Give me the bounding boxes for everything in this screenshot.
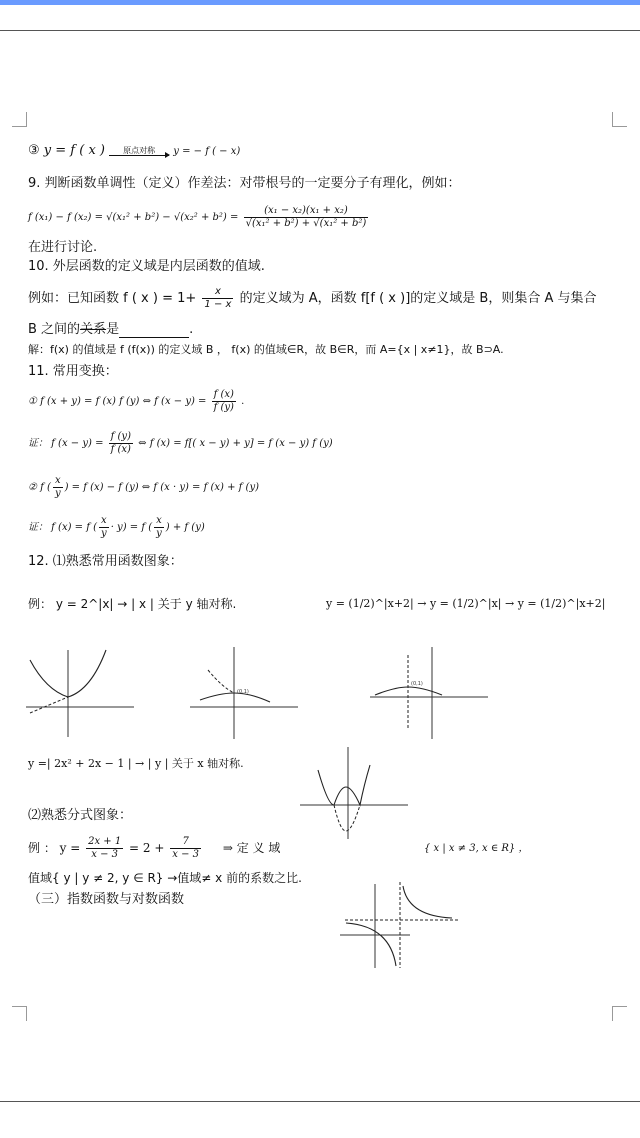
eq1-fraction	[212, 389, 236, 414]
circled-number: ③	[28, 143, 40, 158]
question-end: .	[189, 322, 194, 337]
graph1-dashed-branch	[30, 697, 68, 713]
item12-title: 12. ⑴熟悉常用函数图象：	[28, 554, 183, 569]
question-struck-word: 关系	[80, 322, 107, 337]
corner-mark-top-right	[612, 112, 627, 127]
item10-example	[28, 282, 596, 316]
graph2-point-label: (0,1)	[237, 689, 249, 695]
item9-formula	[28, 198, 370, 238]
formula-numerator: (x₁ − x₂)(x₁ + x₂)	[244, 205, 369, 218]
proof2-fraction-1	[99, 515, 109, 540]
corner-mark-bottom-right	[612, 1006, 627, 1021]
question-text-a: B 之间的	[28, 322, 81, 337]
eq1-numerator: f (x)	[212, 389, 236, 402]
ex3-denominator-1: x − 3	[91, 849, 119, 860]
top-accent-bar	[0, 0, 640, 5]
formula-denominator: √(x₁² + b²) + √(x₁² + b²)	[245, 218, 367, 229]
graph-abs-quadratic	[300, 745, 410, 840]
corner-mark-top-left	[12, 112, 27, 127]
proof1-text-a: 证： f (x − y) =	[28, 438, 104, 449]
item11-proof2	[28, 510, 205, 546]
graph2-curve	[200, 693, 270, 702]
ex3-fraction-1	[86, 836, 123, 861]
graph5-right-branch	[403, 886, 452, 918]
symmetry-origin-line	[28, 143, 240, 160]
graph4-curve	[318, 765, 370, 805]
ex3-numerator-2: 7	[170, 836, 201, 849]
answer-blank	[119, 325, 189, 338]
formula-fraction	[244, 205, 369, 230]
proof2-text-a: 证： f (x) = f (	[28, 522, 98, 533]
graph5-left-branch	[346, 923, 396, 966]
eq2-numerator: x	[53, 475, 63, 488]
eq2-denominator: y	[54, 488, 61, 499]
graph3-point-label: (0,1)	[411, 681, 423, 687]
proof2-numerator-2: x	[154, 515, 164, 528]
ex3-text-c: ⇒ 定 义 域	[222, 841, 281, 855]
item12-example3	[28, 830, 280, 866]
example-text-b: 的定义域为 A，函数 f[f ( x )]的定义域是 B，则集合 A 与集合	[239, 291, 597, 306]
graph4-dashed-reflection	[334, 805, 360, 831]
ex3-text-a: 例 ： y =	[28, 841, 81, 855]
ex3-fraction-2	[170, 836, 201, 861]
example-fraction	[202, 286, 233, 311]
item10-title: 10. 外层函数的定义域是内层函数的值域.	[28, 259, 265, 274]
ex3-numerator-1: 2x + 1	[88, 836, 122, 847]
formula-lhs: f (x₁) − f (x₂) = √(x₁² + b²) − √(x₂² + b²) =	[28, 212, 239, 223]
graph-half-power	[190, 645, 300, 740]
eq1-end: .	[241, 396, 245, 407]
eq2-text-a: ② f (	[28, 482, 51, 493]
proof2-text-c: ) + f (y)	[165, 522, 205, 533]
eq2-fraction	[53, 475, 63, 500]
item12-range: 值域{ y | y ≠ 2, y ∈ R} →值域≠ x 前的系数之比.	[28, 871, 302, 885]
ex3-text-b: = 2 +	[129, 841, 165, 855]
item12-domain: { x | x ≠ 3, x ∈ R} ，	[424, 843, 529, 854]
proof2-numerator-1: x	[99, 515, 109, 528]
item12-example1: 例： y = 2^|x| → | x | 关于 y 轴对称.	[28, 597, 237, 611]
proof1-fraction	[109, 431, 133, 456]
ex3-denominator-2: x − 3	[172, 849, 199, 860]
function-lhs: y = f ( x )	[43, 143, 105, 158]
example-text-a: 例如：已知函数 f ( x ) = 1+	[28, 291, 197, 306]
eq1-denominator: f (y)	[213, 402, 234, 413]
function-rhs: y = − f ( − x)	[173, 146, 241, 157]
arrow-label: 原点对称	[109, 146, 169, 156]
item10-solution: 解：f(x) 的值域是 f (f(x)) 的定义域 B ， f(x) 的值域∈R，故 B∈R，而 A={x | x≠1}，故 B⊃A.	[28, 343, 504, 356]
graph2-dashed-branch	[208, 670, 234, 693]
graph-shifted-half-power	[370, 645, 490, 740]
graph-abs-exponential	[26, 645, 136, 740]
section3-title: （三）指数函数与对数函数	[28, 892, 185, 907]
eq1-text: ① f (x + y) = f (x) f (y) ⇔ f (x − y) =	[28, 396, 207, 407]
item11-title: 11. 常用变换：	[28, 364, 118, 379]
eq2-text-b: ) = f (x) − f (y) ⇔ f (x · y) = f (x) + f (y)	[64, 482, 259, 493]
item12-chain: y = (1/2)^|x+2| → y = (1/2)^|x| → y = (1/2)^|x+2|	[326, 597, 606, 610]
fraction-numerator: x	[202, 286, 233, 299]
item12-sub2: ⑵熟悉分式图象：	[28, 808, 133, 823]
proof2-denominator-1: y	[101, 528, 107, 539]
proof2-denominator-2: y	[156, 528, 162, 539]
item11-equation2	[28, 470, 259, 506]
proof1-numerator: f (y)	[110, 431, 131, 442]
proof2-text-b: · y) = f (	[110, 522, 153, 533]
page-top-divider	[0, 30, 640, 31]
question-text-b: 是	[106, 322, 120, 337]
item10-question	[28, 322, 193, 338]
corner-mark-bottom-left	[12, 1006, 27, 1021]
proof2-fraction-2	[154, 515, 164, 540]
proof1-denominator: f (x)	[110, 444, 131, 455]
proof1-text-b: ⇔ f (x) = f[( x − y) + y] = f (x − y) f (y)	[138, 438, 333, 449]
item12-example2: y =| 2x² + 2x − 1 | → | y | 关于 x 轴对称.	[28, 757, 244, 770]
item11-proof1	[28, 426, 333, 462]
graph-hyperbola	[340, 880, 460, 970]
item9-title: 9. 判断函数单调性（定义）作差法：对带根号的一定要分子有理化，例如：	[28, 176, 461, 191]
fraction-denominator: 1 − x	[204, 299, 232, 310]
item11-equation1	[28, 384, 244, 420]
item9-after: 在进行讨论.	[28, 240, 98, 255]
transform-arrow	[109, 146, 169, 156]
page-bottom-divider	[0, 1101, 640, 1102]
